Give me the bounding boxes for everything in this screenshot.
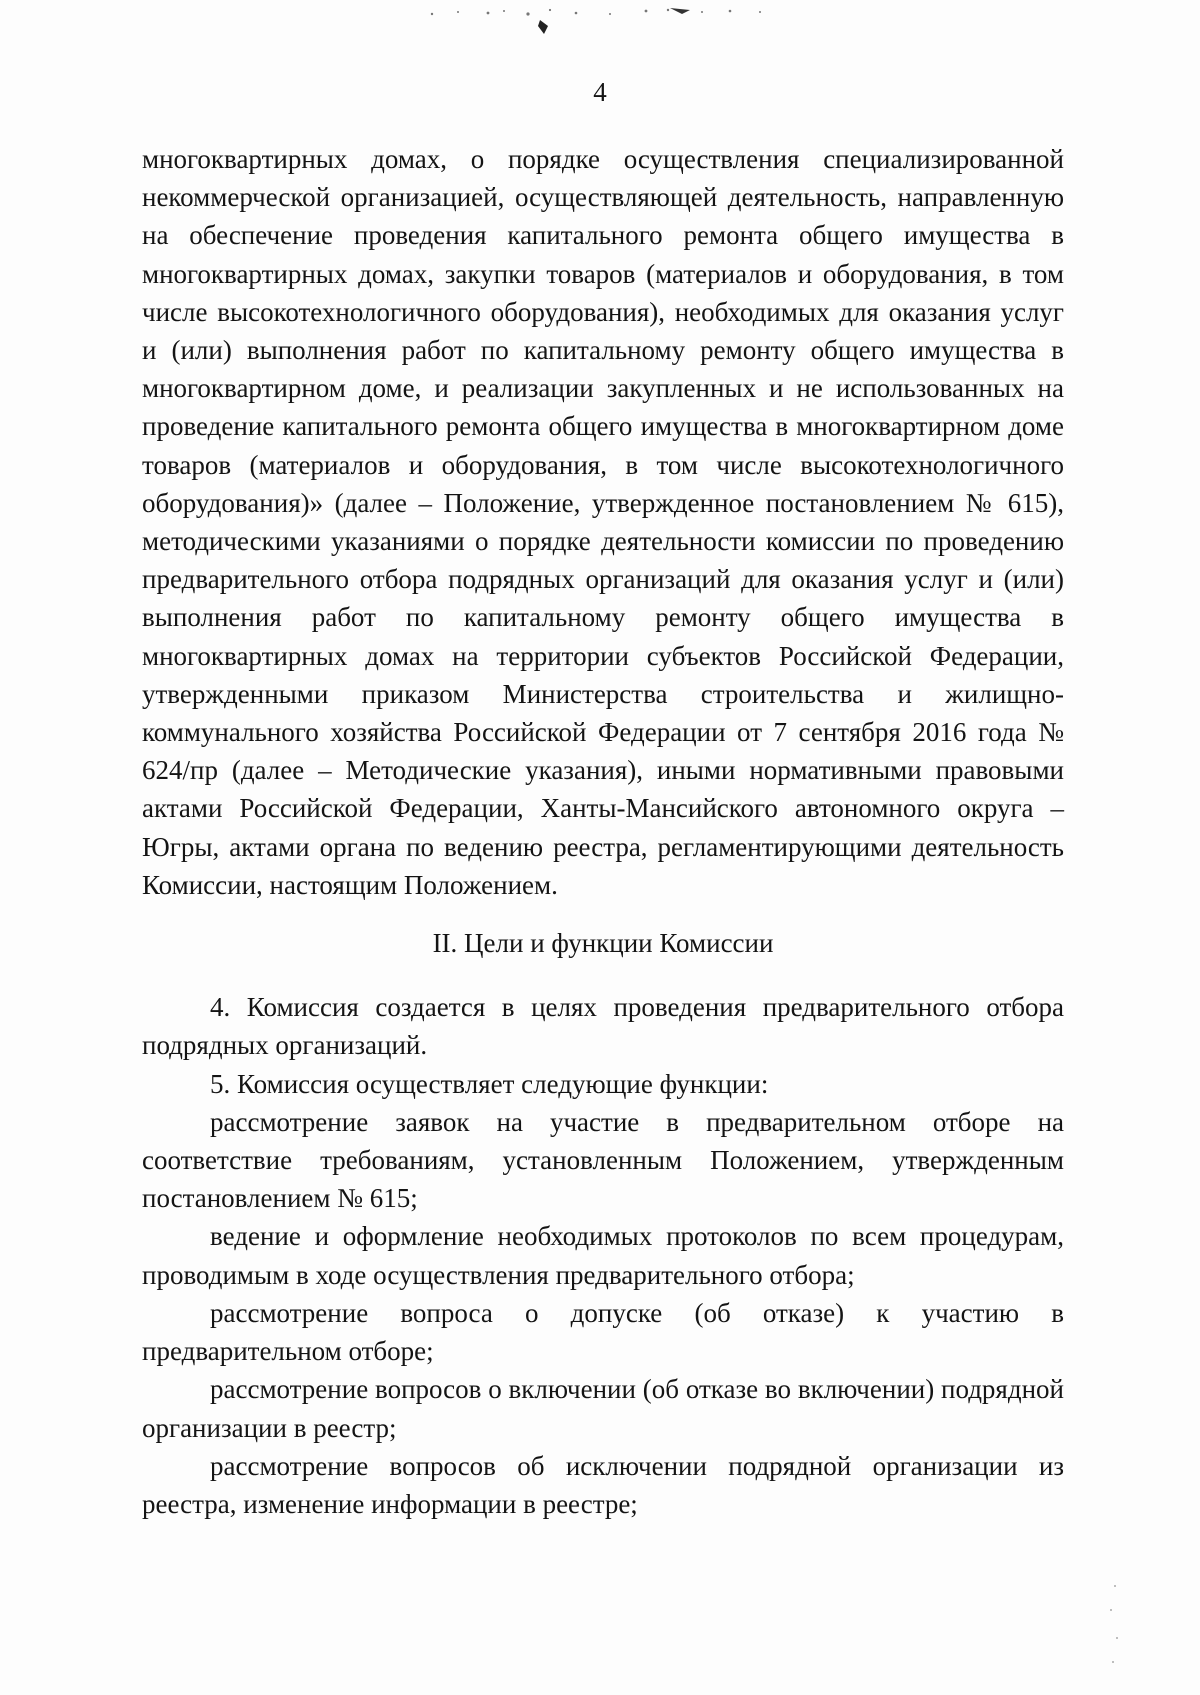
paragraph-4: 4. Комиссия создается в целях проведения предварительного отбора подрядных организаций. bbox=[142, 992, 1064, 1061]
paragraph-5: 5. Комиссия осуществляет следующие функции: bbox=[210, 1068, 769, 1099]
page-number: 4 bbox=[593, 77, 607, 107]
scan-artifact bbox=[400, 0, 800, 40]
document-body bbox=[142, 140, 1064, 1523]
function-item-2: ведение и оформление необходимых протоколов по всем процедурам, проводимым в ходе осуществления предварительного отбора; bbox=[142, 1221, 1064, 1290]
function-item-5: рассмотрение вопросов об исключении подрядной организации из реестра, изменение информации в реестре; bbox=[142, 1450, 1064, 1519]
section-heading: II. Цели и функции Комиссии bbox=[432, 928, 774, 959]
function-item-1: рассмотрение заявок на участие в предварительном отборе на соответствие требованиям, установленным Положением, утвержденным постановлением № 615; bbox=[142, 1106, 1064, 1214]
function-item-4: рассмотрение вопросов о включении (об отказе во включении) подрядной организации в реестр; bbox=[142, 1374, 1064, 1443]
function-item-3: рассмотрение вопроса о допуске (об отказе) к участию в предварительном отборе; bbox=[142, 1297, 1064, 1367]
scan-margin-specks bbox=[1095, 1580, 1135, 1670]
paragraph-continuation: многоквартирных домах, о порядке осуществления специализированной некоммерческой организацией, осуществляющей деятельность, направленную на обеспечение проведения капитального ремонта общего имущества в многоквартирных домах, закупки товаров (материалов и оборудования, в том числе высокотехнологичного оборудования), необходимых для оказания услуг и (или) выполнения работ по капитальному ремонту общего имущества в многоквартирном доме, и реализации закупленных и не использованных на проведение капитального ремонта общего имущества в многоквартирном доме товаров (материалов и оборудования, в том числе высокотехнологичного оборудования)» (далее – Положение, утвержденное постановлением № 615), методическими указаниями о порядке деятельности комиссии по проведению предварительного отбора подрядных организаций для оказания услуг и (или) выполнения работ по капитальному ремонту общего имущества в многоквартирных домах на территории субъектов Российской Федерации, утвержденными приказом Министерства строительства и жилищно-коммунального хозяйства Российской Федерации от 7 сентября 2016 года № 624/пр (далее – Методические указания), иными нормативными правовыми актами Российской Федерации, Ханты-Мансийского автономного округа – Югры, актами органа по ведению реестра, регламентирующими деятельность Комиссии, настоящим Положением. bbox=[142, 144, 1064, 900]
